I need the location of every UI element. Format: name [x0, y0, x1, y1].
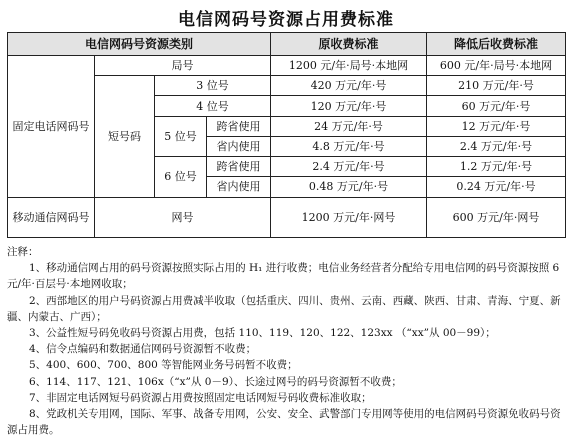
table-header-row — [8, 33, 566, 56]
fee-table — [7, 32, 566, 238]
note-item: 1、移动通信网占用的码号资源按照实际占用的 H₁ 进行收费；电信业务经营者分配给专用电信网的码号资源按照 6 元/年·百层号·本地网收取； — [7, 262, 560, 291]
note-item: 3、公益性短号码免收码号资源占用费，包括 110、119、120、122、123xx （“xx”从 00－99）； — [29, 327, 496, 340]
bureau-reduced: 600 元/年·局号·本地网 — [427, 56, 566, 76]
note-item: 2、西部地区的用户号码资源占用费减半收取（包括重庆、四川、贵州、云南、西藏、陕西、甘肃、青海、宁夏、新疆、内蒙古、广西）； — [7, 294, 561, 323]
network-code-original: 1200 万元/年·网号 — [271, 197, 427, 237]
note-item: 4、信令点编码和数据通信网码号资源暂不收费； — [29, 343, 257, 356]
network-code-label: 网号 — [95, 197, 271, 237]
six-cross-reduced: 1.2 万元/年·号 — [427, 157, 566, 177]
header-category: 电信网码号资源类别 — [8, 33, 271, 56]
six-inner-reduced: 0.24 万元/年·号 — [427, 177, 566, 197]
six-cross-original: 2.4 万元/年·号 — [271, 157, 427, 177]
five-digit-label: 5 位号 — [155, 116, 207, 156]
note-item: 5、400、600、700、800 等智能网业务号码暂不收费； — [29, 359, 298, 372]
five-inner-label: 省内使用 — [207, 136, 271, 156]
fixed-network-label: 固定电话网码号 — [8, 56, 95, 198]
header-reduced: 降低后收费标准 — [427, 33, 566, 56]
table-row — [8, 56, 566, 76]
bureau-original: 1200 元/年·局号·本地网 — [271, 56, 427, 76]
six-cross-label: 跨省使用 — [207, 157, 271, 177]
note-item: 6、114、117、121、106x（“x”从 0－9）、长途过网号的码号资源暂不收费； — [29, 375, 402, 388]
six-inner-label: 省内使用 — [207, 177, 271, 197]
six-inner-original: 0.48 万元/年·号 — [271, 177, 427, 197]
network-code-reduced: 600 万元/年·网号 — [427, 197, 566, 237]
table-row — [8, 197, 566, 237]
notes-heading: 注释： — [7, 246, 39, 258]
four-digit-original: 120 万元/年·号 — [271, 96, 427, 116]
page-title: 电信网码号资源占用费标准 — [178, 10, 394, 30]
note-item: 7、非固定电话网短号码资源占用费按照固定电话网短号码收费标准收取； — [29, 391, 372, 404]
note-item: 8、党政机关专用网，国际、军事、战备专用网，公安、安全、武警部门专用网等使用的电信网码号资源免收码号资源占用费。 — [7, 408, 561, 437]
mobile-network-label: 移动通信网码号 — [8, 197, 95, 237]
five-cross-original: 24 万元/年·号 — [271, 116, 427, 136]
three-digit-label: 3 位号 — [155, 76, 271, 96]
four-digit-reduced: 60 万元/年·号 — [427, 96, 566, 116]
header-original: 原收费标准 — [271, 33, 427, 56]
notes-section — [7, 244, 567, 438]
bureau-label: 局号 — [95, 56, 271, 76]
four-digit-label: 4 位号 — [155, 96, 271, 116]
six-digit-label: 6 位号 — [155, 157, 207, 197]
five-inner-original: 4.8 万元/年·号 — [271, 136, 427, 156]
three-digit-original: 420 万元/年·号 — [271, 76, 427, 96]
five-inner-reduced: 2.4 万元/年·号 — [427, 136, 566, 156]
three-digit-reduced: 210 万元/年·号 — [427, 76, 566, 96]
short-code-label: 短号码 — [95, 76, 155, 197]
five-cross-label: 跨省使用 — [207, 116, 271, 136]
five-cross-reduced: 12 万元/年·号 — [427, 116, 566, 136]
